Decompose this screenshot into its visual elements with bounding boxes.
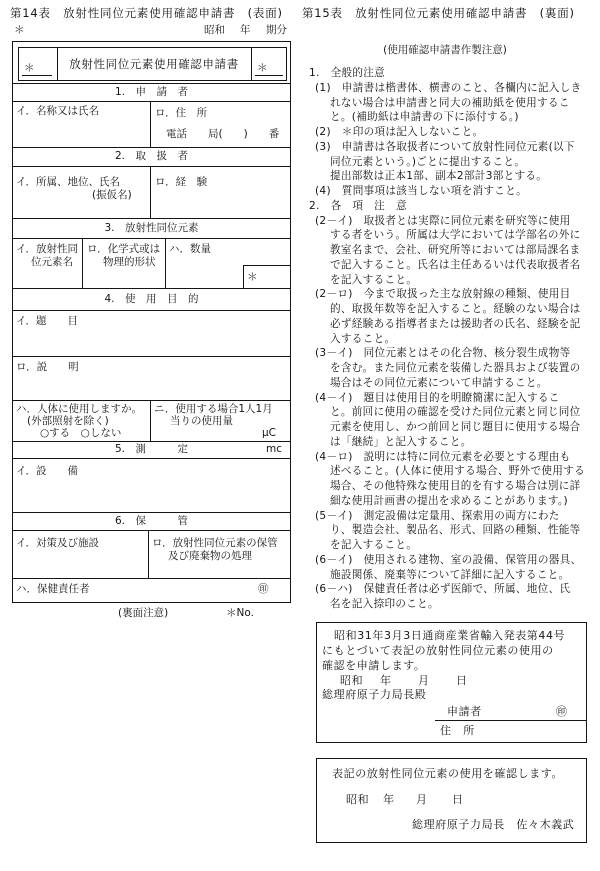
application-date-year: 年 [380, 674, 392, 687]
notes-line: (4－ロ) 説明には特に同位元素を必要とする理由も [315, 450, 571, 463]
isotope-name-label-line1: イ．放射性同 [16, 243, 79, 255]
notes-line: 教室名まで、会社、研究所等においては部局課名ま [330, 244, 581, 256]
notes-line: (2－ロ) 今まで取扱った主な放射線の種類、使用目 [315, 288, 571, 301]
notes-line: 的、取扱年数等を記入すること。経験のない場合は [330, 303, 581, 315]
applicant-phone-label: 電話 局( ) 番 [166, 128, 280, 140]
confirmation-statement: 表記の放射性同位元素の使用を確認します。 [332, 767, 564, 780]
applicant-name-label: イ．名称又は氏名 [16, 105, 100, 117]
quantity-asterisk-mark: ＊ [247, 271, 258, 283]
notes-line: (2－イ) 取扱者とは実際に同位元素を研究等に使用 [315, 214, 571, 227]
storage-disposal-label-line2: 及び廃棄物の処理 [168, 550, 252, 562]
section-storage-heading: 6. 保 管 [114, 515, 189, 527]
handler-affiliation-label: イ．所属、地位、氏名 [16, 176, 121, 188]
application-statement-line2: にもとづいて表記の放射性同位元素の使用の [322, 644, 554, 657]
notes-line: (6－ハ) 保健責任者は必ず医師で、所属、地位、氏 [315, 583, 571, 596]
application-date-era: 昭和 [340, 674, 364, 687]
application-date-month: 月 [418, 674, 430, 687]
isotope-name-label-line2: 位元素名 [31, 256, 73, 268]
section-handler-heading: 2. 取 扱 者 [114, 150, 189, 162]
back-form-header: 第15表 放射性同位元素使用確認申請書 (裏面) [302, 6, 575, 20]
notes-line: と。前回に使用の確認を受けた同位元素と同じ同位 [330, 406, 581, 419]
top-asterisk-mark: ＊ [14, 24, 25, 36]
confirmation-date-era: 昭和 [346, 793, 370, 806]
notes-line: で記入すること。氏名は主任あるいは代表取扱者名 [330, 258, 581, 271]
title-right-asterisk: ＊ [257, 62, 268, 74]
notes-line: (4) 質問事項は該当しない項を消すこと。 [315, 185, 527, 197]
notes-line: 細な使用計画書の提出を求めることがあります。) [330, 494, 568, 507]
notes-line: は「継続」と記入すること。 [330, 435, 472, 448]
notes-line: (1) 申請書は楷書体、横書のこと、各欄内に記入しき [315, 81, 582, 94]
application-statement-line1: 昭和31年3月3日通商産業省輸入発表第44号 [334, 629, 566, 642]
section-applicant-heading: 1. 申 請 者 [114, 86, 189, 98]
instruction-notes [0, 66, 592, 612]
notes-line: (4－イ) 題目は使用目的を明瞭簡潔に記入するこ [315, 391, 560, 404]
measurement-unit: mc [266, 443, 283, 455]
notes-line: 1. 全般的注意 [309, 67, 386, 79]
applicant-signature-line [435, 720, 586, 721]
measurement-equipment-label: イ．設 備 [16, 465, 79, 477]
handler-furigana-note: (振仮名) [92, 189, 132, 201]
notes-line: り、製造会社、製品名、形式、回路の種類、性能等 [330, 524, 581, 537]
notes-line: 同位元素という。)ごとに提出すること。 [330, 155, 526, 168]
isotope-form-label-line2: 物理的形状 [103, 256, 156, 268]
notes-line: 2. 各 項 注 意 [309, 199, 407, 212]
applicant-address-label: ロ．住 所 [155, 107, 208, 119]
application-date-day: 日 [456, 674, 468, 687]
notes-line: 場合、その他特殊な使用目的を有する場合は別に詳 [330, 480, 581, 492]
confirmation-issuer: 総理府原子力局長 佐々木義武 [412, 818, 575, 831]
notes-line: 提出部数は正本1部、副本2部計3部とする。 [330, 170, 548, 183]
applicant-seal: ㊞ [556, 705, 568, 718]
storage-facility-label: イ．対策及び施設 [16, 537, 100, 549]
health-officer-seal: ㊞ [258, 583, 269, 595]
notes-line: 述べること。(人体に使用する場合、野外で使用する [330, 465, 585, 478]
notes-line: 必ず経験ある指導者または援助者の氏名、経験を記 [330, 317, 581, 330]
purpose-explanation-label: ロ．説 明 [16, 361, 79, 373]
form-title: 放射性同位元素使用確認申請書 [69, 57, 239, 71]
form-number-label: ＊No. [226, 607, 254, 619]
notes-line: (6－イ) 使用される建物、室の設備、保管用の器具、 [315, 553, 582, 566]
isotope-quantity-label: ハ．数量 [169, 243, 211, 255]
applicant-address-label: 住 所 [440, 724, 475, 737]
notes-line: 入すること。 [330, 332, 396, 345]
section-measurement-heading: 5. 測 定 [114, 443, 189, 455]
human-use-question-line2: (外部照射を除く) [27, 415, 109, 427]
notes-line: を含む。また同位元素を装備した器具および装置の [330, 362, 581, 374]
storage-disposal-label-line1: ロ．放射性同位元素の保管 [152, 537, 278, 549]
notes-line: 元素を使用し、かつ前回と同じ題目に使用する場合 [330, 421, 581, 433]
dose-unit: μC [262, 427, 277, 439]
notes-line: 名を記入捺印のこと。 [330, 598, 439, 610]
dose-label-line1: ニ．使用する場合1人1月 [154, 403, 273, 415]
applicant-signature-label: 申請者 [447, 705, 482, 718]
period-era: 昭和 [204, 24, 225, 36]
period-year: 年 [240, 24, 251, 36]
application-statement-line3: 確認を申請します。 [322, 659, 426, 672]
notes-line: れない場合は申請書と同大の補助紙を使用するこ [330, 96, 570, 109]
front-form-header: 第14表 放射性同位元素使用確認申請書 (表面) [10, 6, 283, 20]
section-isotope-heading: 3. 放射性同位元素 [104, 222, 199, 234]
dose-label-line2: 当りの使用量 [170, 415, 233, 427]
notes-line: (2) ＊印の項は記入しないこと。 [315, 126, 484, 138]
notes-title: (使用確認申請書作製注意) [383, 44, 507, 56]
notes-line: 施設関係、廃棄等について詳細に記入すること。 [330, 568, 570, 581]
health-officer-label: ハ．保健責任者 [16, 583, 90, 595]
human-use-options: ○する ○しない [40, 427, 122, 439]
section-purpose-heading: 4. 使 用 目 的 [104, 293, 199, 305]
purpose-title-label: イ．題 目 [16, 315, 79, 327]
notes-line: 場合はその同位元素について申請すること。 [330, 376, 548, 389]
isotope-form-label-line1: ロ．化学式或は [87, 243, 161, 255]
confirmation-date-day: 日 [452, 793, 464, 806]
notes-line: を記入すること。 [330, 273, 418, 286]
title-left-asterisk: ＊ [24, 62, 35, 74]
notes-line: (3) 申請書は各取扱者について放射性同位元素(以下 [315, 140, 575, 153]
human-use-question-line1: ハ．人体に使用しますか。 [16, 403, 142, 415]
notes-line: する者をいう。所属は大学においては学部名の外に [330, 229, 581, 242]
handler-experience-label: ロ．経 験 [155, 176, 208, 188]
confirmation-date-year: 年 [383, 793, 395, 806]
notes-line: (3－イ) 同位元素とはその化合物、核分裂生成物等 [315, 347, 571, 360]
back-side-note: (裏面注意) [118, 607, 169, 619]
confirmation-date-month: 月 [416, 793, 428, 806]
notes-line: (5－イ) 測定設備は定量用、探索用の両方にわた [315, 509, 560, 522]
notes-line: を記入すること。 [330, 539, 418, 551]
period-term: 期分 [266, 24, 287, 36]
notes-line: と。(補助紙は申請書の下に添付する。) [330, 111, 519, 124]
application-addressee: 総理府原子力局長殿 [322, 688, 427, 701]
